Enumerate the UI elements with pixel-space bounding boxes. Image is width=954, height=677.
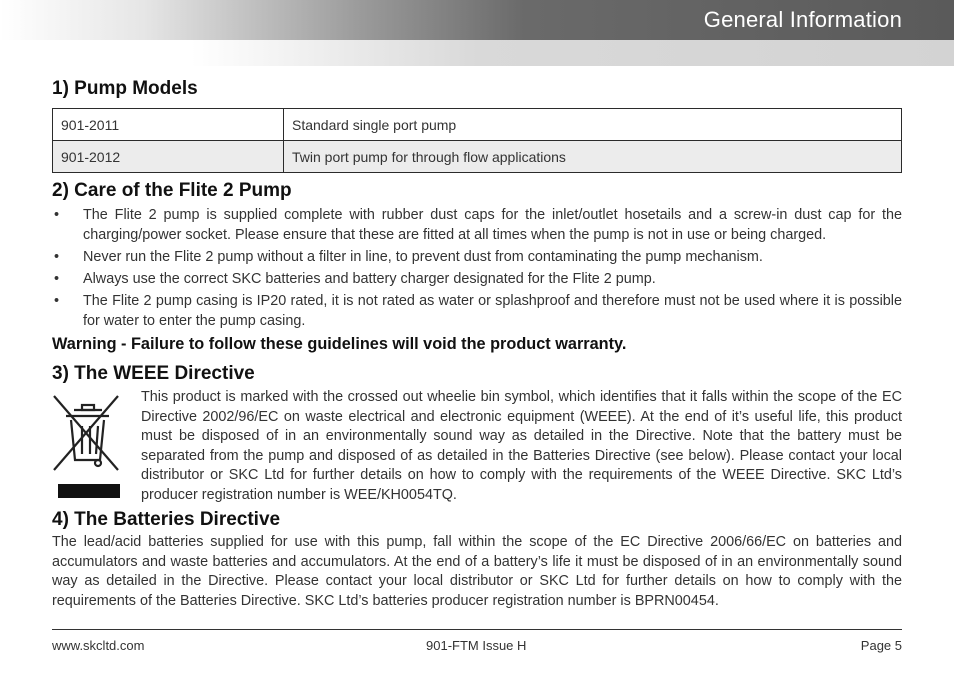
pump-models-table [52, 108, 902, 173]
list-item-text: The Flite 2 pump is supplied complete with rubber dust caps for the inlet/outlet hosetails and a screw-in dust cap for the charging/power socket. Please ensure that these are fitted at all times when the pump is not in use or being charged. [83, 207, 902, 243]
model-desc-cell: Twin port pump for through flow applications [284, 141, 902, 173]
care-list [52, 205, 902, 333]
bullet-icon: • [54, 271, 60, 287]
list-item [52, 269, 902, 289]
header-bar [0, 0, 954, 40]
footer-website: www.skcltd.com [52, 638, 145, 653]
page-title: General Information [703, 7, 902, 32]
table-row [53, 141, 902, 173]
batteries-heading: 4) The Batteries Directive [52, 509, 281, 530]
list-item [52, 291, 902, 331]
table-row [53, 109, 902, 141]
batteries-text: The lead/acid batteries supplied for use with this pump, fall within the scope of the EC Directive 2006/66/EC on batteries and accumulators and waste batteries and accumulators. At the end of a battery’s life it must be disposed of in an environmentally sound way as detailed in the Directive. Please contact your local distributor or SKC Ltd for further details on how to comply with the requirements of the Batteries Directive. SKC Ltd’s batteries producer registration number is BPRN00454. [52, 534, 902, 609]
list-item [52, 205, 902, 245]
bullet-icon: • [54, 207, 60, 223]
pump-models-heading: 1) Pump Models [52, 78, 198, 99]
footer-divider [52, 629, 902, 630]
warranty-warning: Warning - Failure to follow these guidelines will void the product warranty. [52, 335, 627, 353]
list-item-text: The Flite 2 pump casing is IP20 rated, it is not rated as water or splashproof and therefore must not be used where it is possible for water to enter the pump casing. [83, 293, 902, 329]
weee-heading: 3) The WEEE Directive [52, 363, 255, 384]
list-item [52, 247, 902, 267]
footer-page-number: Page 5 [860, 638, 902, 653]
header-strip [0, 40, 954, 66]
bullet-icon: • [54, 249, 60, 265]
crossed-out-wheelie-bin-icon [52, 392, 122, 500]
model-desc-cell: Standard single port pump [284, 109, 902, 141]
model-code-cell: 901-2011 [53, 109, 284, 141]
footer-issue: 901-FTM Issue H [426, 638, 527, 653]
model-code-cell: 901-2012 [53, 141, 284, 173]
weee-text: This product is marked with the crossed out wheelie bin symbol, which identifies that it falls within the scope of the EC Directive 2002/96/EC on waste electrical and electronic equipment (WEEE). At the end of it’s useful life, this product must be disposed of in an environmentally sound way as detailed in the Directive. Note that the battery must be separated from the pump and disposed of as detailed in the Batteries Directive (see below). Please contact your local distributor or SKC Ltd for further details on how to comply with the requirements of the WEEE Directive. SKC Ltd’s producer registration number is WEE/KH0054TQ. [141, 389, 902, 503]
bullet-icon: • [54, 293, 60, 309]
list-item-text: Never run the Flite 2 pump without a filter in line, to prevent dust from contaminating the pump mechanism. [83, 249, 763, 265]
list-item-text: Always use the correct SKC batteries and battery charger designated for the Flite 2 pump. [83, 271, 656, 287]
care-heading: 2) Care of the Flite 2 Pump [52, 180, 292, 201]
